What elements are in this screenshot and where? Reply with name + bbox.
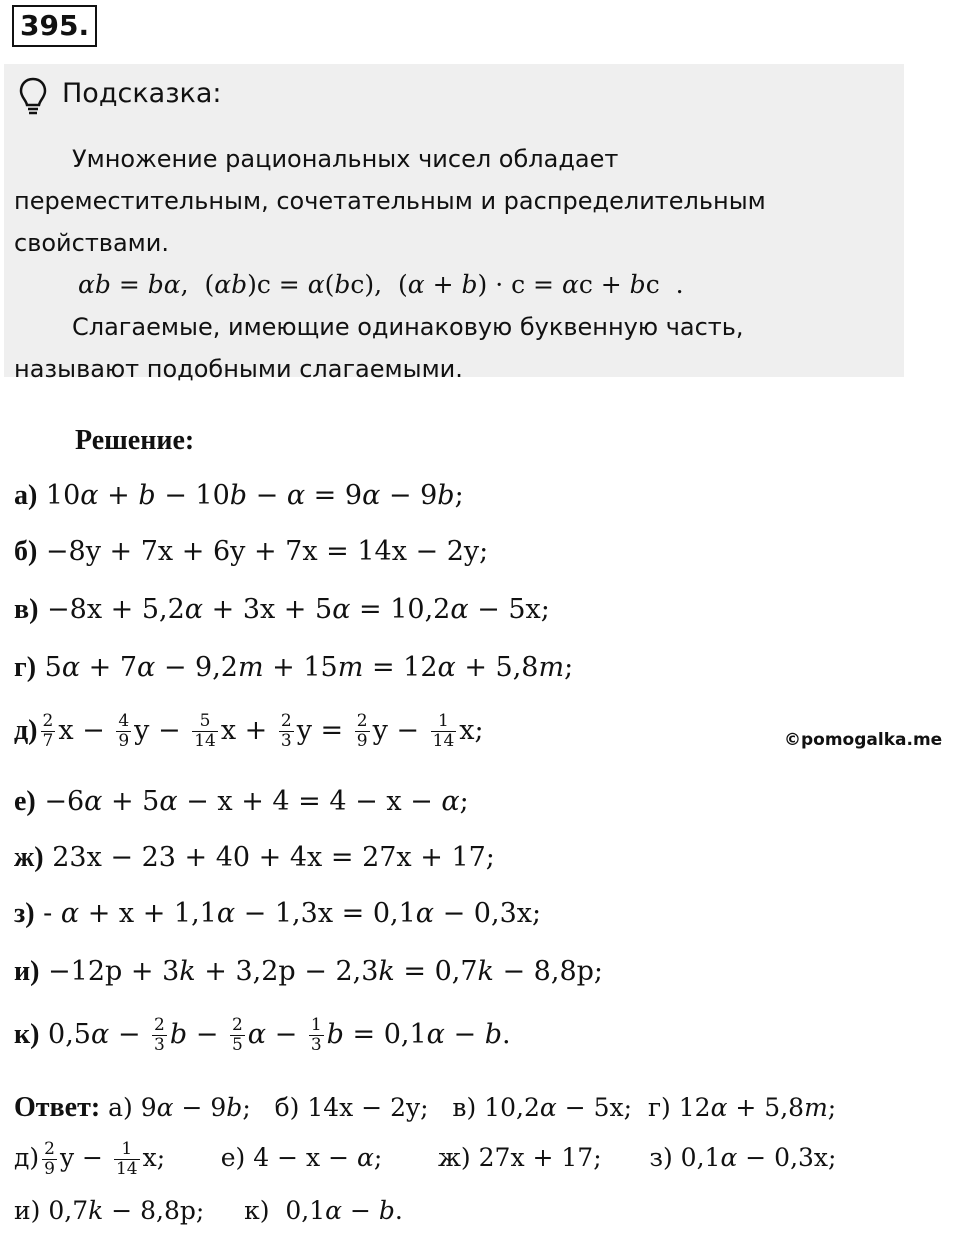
hint-line: переместительным, сочетательным и распределительным	[14, 187, 766, 215]
item-label: а)	[14, 480, 38, 511]
answer-label: а)	[108, 1093, 133, 1122]
hint-title: Подсказка:	[62, 78, 222, 109]
solution-line-d: д) $\frac{2}{7}$ x − $\frac{4}{9}$ y − $\frac{5}{14}$ x + $\frac{2}{3}$ y = $\frac{2}{9}$ y − $\frac{1}{14}$ x;	[14, 711, 484, 751]
hint-text	[14, 138, 894, 390]
hint-line: называют подобными слагаемыми.	[14, 355, 463, 383]
solution-line-i: и) −12p + 3k + 3,2p − 2,3k = 0,7k − 8,8p;	[14, 956, 603, 987]
answer-label: з)	[649, 1143, 673, 1172]
solution-line-a: а) 10α + b − 10b − α = 9α − 9b;	[14, 480, 464, 511]
solution-line-k: к) 0,5α − $\frac{2}{3}$ b − $\frac{2}{5}$ α − $\frac{1}{3}$ b = 0,1α − b.	[14, 1015, 511, 1055]
item-label: ж)	[14, 842, 44, 873]
answer-label: б)	[274, 1093, 300, 1122]
item-label: к)	[14, 1019, 40, 1050]
answer-label: д)	[14, 1143, 40, 1172]
item-label: б)	[14, 536, 38, 567]
item-label: е)	[14, 786, 36, 817]
answer-label: в)	[452, 1093, 477, 1122]
hint-line: Умножение рациональных чисел обладает	[72, 145, 619, 173]
answer-line-3: и) 0,7k − 8,8p; к) 0,1α − b.	[14, 1196, 403, 1225]
solution-line-z: з) - α + x + 1,1α − 1,3x = 0,1α − 0,3x;	[14, 898, 542, 929]
answer-label: к)	[244, 1196, 270, 1225]
solution-line-g: г) 5α + 7α − 9,2m + 15m = 12α + 5,8m;	[14, 652, 574, 683]
lightbulb-icon	[18, 76, 48, 116]
task-number: 395.	[12, 5, 97, 47]
item-label: г)	[14, 652, 37, 683]
hint-box	[4, 64, 904, 383]
hint-line: Слагаемые, имеющие одинаковую буквенную часть,	[72, 313, 744, 341]
answer-line-2: д) $\frac{2}{9}$ y − $\frac{1}{14}$ x; е) 4 − x − α; ж) 27x + 17; з) 0,1α − 0,3x;	[14, 1139, 837, 1179]
watermark: ©pomogalka.me	[784, 730, 943, 750]
hint-line: свойствами.	[14, 229, 169, 257]
solution-line-v: в) −8x + 5,2α + 3x + 5α = 10,2α − 5x;	[14, 594, 550, 625]
answer-label: ж)	[437, 1143, 471, 1172]
solution-line-zh: ж) 23x − 23 + 40 + 4x = 27x + 17;	[14, 842, 495, 873]
solution-line-b: б) −8y + 7x + 6y + 7x = 14x − 2y;	[14, 536, 489, 567]
item-label: з)	[14, 898, 35, 929]
item-label: и)	[14, 956, 40, 987]
answer-label: и)	[14, 1196, 41, 1225]
item-label: д)	[14, 715, 38, 746]
solution-line-e: е) −6α + 5α − x + 4 = 4 − x − α;	[14, 786, 469, 817]
item-label: в)	[14, 594, 39, 625]
properties-formula: αb = bα, (αb)c = α(bc), (α + b) · c = αc + bc .	[78, 270, 684, 299]
answer-label: г)	[647, 1093, 671, 1122]
answer-line-1: Ответ: а) 9α − 9b; б) 14x − 2y; в) 10,2α − 5x; г) 12α + 5,8m;	[14, 1092, 837, 1123]
answer-title: Ответ:	[14, 1092, 101, 1123]
solution-title: Решение:	[75, 425, 195, 456]
answer-label: е)	[220, 1143, 246, 1172]
